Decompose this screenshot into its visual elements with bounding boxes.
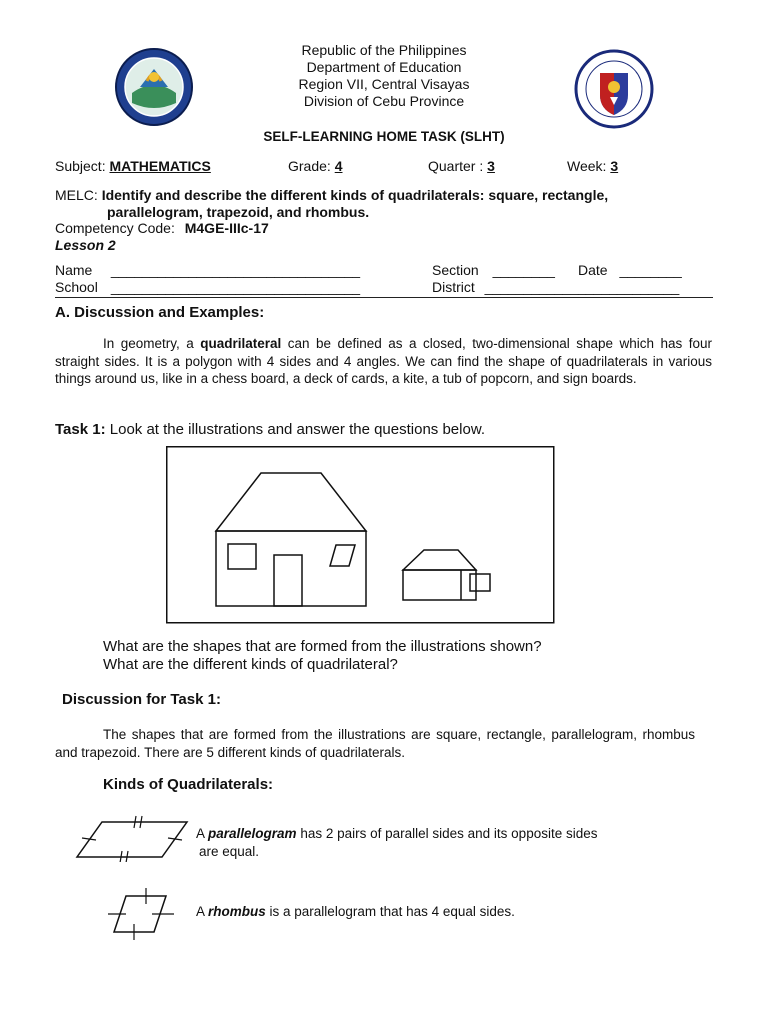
task1-label: Task 1: xyxy=(55,421,106,438)
grade-row xyxy=(288,158,343,174)
district-field-row xyxy=(432,279,679,295)
district-blank[interactable]: _________________________ xyxy=(484,279,680,295)
date-field-row xyxy=(578,262,682,278)
melc-label: MELC: xyxy=(55,187,98,203)
question-1: What are the shapes that are formed from the illustrations shown? xyxy=(103,638,542,655)
school-field-row xyxy=(55,279,360,295)
section-label: Section xyxy=(432,262,479,278)
section-field-row xyxy=(432,262,555,278)
subject-label: Subject: xyxy=(55,158,106,174)
task1-instruction xyxy=(55,421,485,438)
header-divider xyxy=(55,297,713,298)
name-blank[interactable]: ________________________________ xyxy=(110,262,361,278)
quadrilateral-term: quadrilateral xyxy=(200,336,282,351)
parallelogram-description-line2: are equal. xyxy=(199,844,260,859)
discussion-paragraph: The shapes that are formed from the illustrations are square, rectangle, parallelogram, rhombus and trapezoid. There are 5 different kinds of quadrilaterals. xyxy=(55,727,695,760)
lesson-label: Lesson 2 xyxy=(55,237,116,253)
header-republic: Republic of the Philippines xyxy=(301,42,467,58)
parallelogram-pre: A xyxy=(196,826,209,841)
quarter-label: Quarter : xyxy=(428,158,484,174)
para-body: can be defined as a closed, two-dimensional shape which has four straight sides. It is a polygon with 4 sides and 4 angles. We can find the shape of quadrilaterals in various things around us, like in a chess board, a deck of cards, a kite, a tub of popcorn, and sign boards. xyxy=(55,336,712,386)
school-label: School xyxy=(55,279,98,295)
header-region: Region VII, Central Visayas xyxy=(298,76,470,92)
para-intro: In geometry, a xyxy=(103,336,201,351)
house-illustration xyxy=(166,446,556,629)
subject-value: MATHEMATICS xyxy=(109,158,211,174)
rhombus-term: rhombus xyxy=(208,904,266,919)
section-a-heading: A. Discussion and Examples: xyxy=(55,304,265,321)
parallelogram-post: has 2 pairs of parallel sides and its opposite sides xyxy=(296,826,598,841)
competency-row xyxy=(55,220,269,236)
rhombus-description xyxy=(196,903,515,921)
rhombus-figure xyxy=(104,884,184,945)
grade-value: 4 xyxy=(334,158,343,174)
task1-text: Look at the illustrations and answer the questions below. xyxy=(105,421,485,438)
rhombus-pre: A xyxy=(196,904,209,919)
parallelogram-term: parallelogram xyxy=(208,826,297,841)
melc-line2: parallelogram, trapezoid, and rhombus. xyxy=(107,204,370,220)
subject-row xyxy=(55,158,211,174)
kinds-heading: Kinds of Quadrilaterals: xyxy=(103,776,274,793)
quarter-value: 3 xyxy=(487,158,495,174)
section-blank[interactable]: ________ xyxy=(492,262,555,278)
competency-label: Competency Code: xyxy=(55,220,175,236)
header-department: Department of Education xyxy=(306,59,462,75)
discussion-heading: Discussion for Task 1: xyxy=(62,691,221,708)
week-value: 3 xyxy=(610,158,619,174)
header-block xyxy=(0,42,768,110)
school-blank[interactable]: ________________________________ xyxy=(110,279,361,295)
district-label: District xyxy=(432,279,475,295)
quarter-row xyxy=(428,158,495,174)
name-label: Name xyxy=(55,262,93,278)
competency-code: M4GE-IIIc-17 xyxy=(184,220,269,236)
date-label: Date xyxy=(578,262,608,278)
parallelogram-description xyxy=(196,825,598,843)
question-2: What are the different kinds of quadrilateral? xyxy=(103,656,398,673)
melc-line1: Identify and describe the different kinds of quadrilaterals: square, rectangle, xyxy=(101,187,609,203)
grade-label: Grade: xyxy=(288,158,331,174)
section-a-paragraph xyxy=(55,335,712,388)
header-division: Division of Cebu Province xyxy=(303,93,465,109)
week-row xyxy=(567,158,618,174)
melc-block xyxy=(55,187,735,203)
name-field-row xyxy=(55,262,360,278)
week-label: Week: xyxy=(567,158,607,174)
parallelogram-figure xyxy=(72,812,192,867)
rhombus-post: is a parallelogram that has 4 equal sides. xyxy=(265,904,515,919)
page-title: SELF-LEARNING HOME TASK (SLHT) xyxy=(263,129,505,144)
date-blank[interactable]: ________ xyxy=(619,262,682,278)
